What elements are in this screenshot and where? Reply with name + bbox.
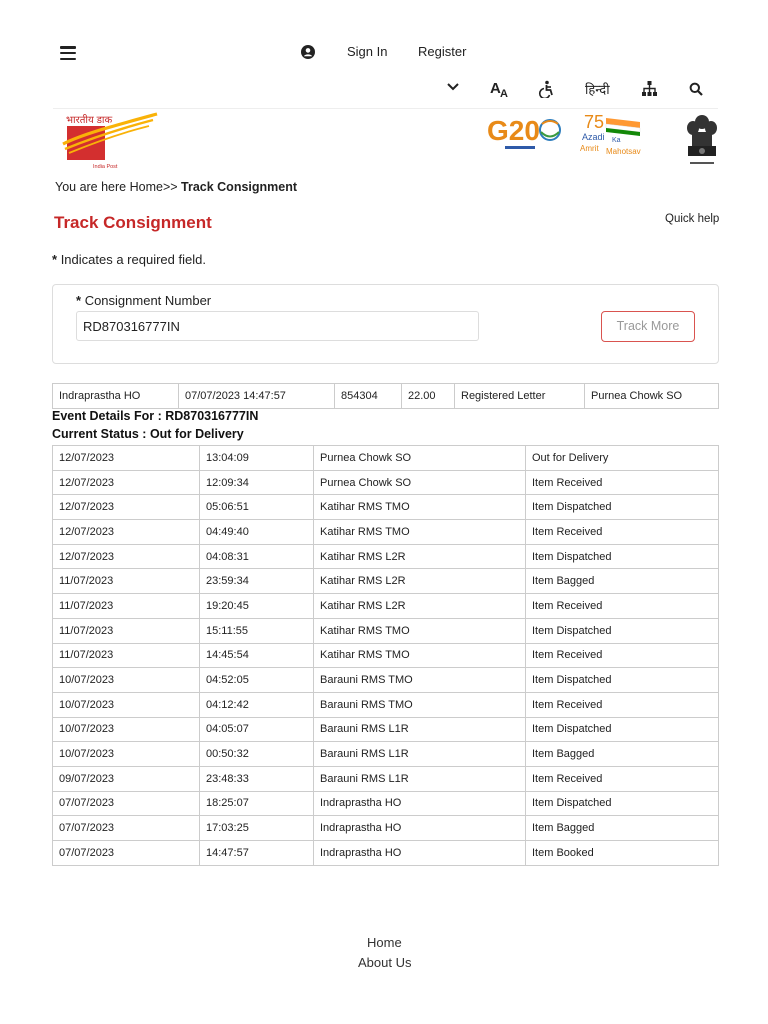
event-status-cell: Item Bagged <box>526 816 719 841</box>
event-office-cell: Barauni RMS TMO <box>314 668 526 693</box>
sitemap-icon[interactable] <box>642 81 657 96</box>
event-date-cell: 07/07/2023 <box>53 841 200 866</box>
event-status-cell: Item Received <box>526 692 719 717</box>
track-more-button[interactable]: Track More <box>601 311 695 342</box>
event-status-cell: Out for Delivery <box>526 446 719 471</box>
event-time-cell: 04:49:40 <box>200 520 314 545</box>
event-time-cell: 14:45:54 <box>200 643 314 668</box>
search-icon[interactable] <box>689 82 703 96</box>
event-time-cell: 05:06:51 <box>200 495 314 520</box>
event-status-cell: Item Booked <box>526 841 719 866</box>
event-date-cell: 10/07/2023 <box>53 668 200 693</box>
table-row <box>53 643 719 668</box>
breadcrumb <box>55 180 297 194</box>
footer-about-link[interactable]: About Us <box>358 955 412 970</box>
event-status-cell: Item Received <box>526 520 719 545</box>
event-time-cell: 04:05:07 <box>200 717 314 742</box>
event-status-cell: Item Received <box>526 766 719 791</box>
table-row <box>53 816 719 841</box>
event-time-cell: 19:20:45 <box>200 594 314 619</box>
table-row <box>53 791 719 816</box>
article-type-cell: Registered Letter <box>455 384 585 409</box>
azadi-ka-amrit-mahotsav-logo <box>580 110 660 156</box>
user-icon[interactable] <box>301 45 315 59</box>
table-row <box>53 495 719 520</box>
event-office-cell: Indraprastha HO <box>314 816 526 841</box>
quick-help-link[interactable]: Quick help <box>665 213 720 225</box>
event-date-cell: 12/07/2023 <box>53 495 200 520</box>
event-time-cell: 23:59:34 <box>200 569 314 594</box>
event-office-cell: Katihar RMS TMO <box>314 495 526 520</box>
table-row <box>53 742 719 767</box>
event-status-cell: Item Dispatched <box>526 791 719 816</box>
svg-text:India Post: India Post <box>93 164 118 170</box>
sign-in-link[interactable]: Sign In <box>347 44 388 59</box>
consignment-number-input[interactable] <box>76 311 479 341</box>
event-office-cell: Katihar RMS L2R <box>314 544 526 569</box>
event-date-cell: 07/07/2023 <box>53 791 200 816</box>
event-details-heading <box>52 409 258 423</box>
event-time-cell: 18:25:07 <box>200 791 314 816</box>
current-status <box>52 427 244 441</box>
event-office-cell: Katihar RMS L2R <box>314 569 526 594</box>
event-date-cell: 10/07/2023 <box>53 717 200 742</box>
booking-datetime-cell: 07/07/2023 14:47:57 <box>179 384 335 409</box>
event-details-prefix: Event Details For : <box>52 409 166 423</box>
table-row <box>53 520 719 545</box>
table-row <box>53 668 719 693</box>
header-divider <box>53 108 718 109</box>
breadcrumb-prefix[interactable]: You are here Home>> <box>55 180 182 194</box>
event-status-cell: Item Dispatched <box>526 495 719 520</box>
event-time-cell: 12:09:34 <box>200 470 314 495</box>
svg-text:75: 75 <box>584 112 605 132</box>
breadcrumb-current: Track Consignment <box>181 180 298 194</box>
tariff-cell: 22.00 <box>402 384 455 409</box>
event-date-cell: 12/07/2023 <box>53 470 200 495</box>
event-time-cell: 00:50:32 <box>200 742 314 767</box>
footer-home-link[interactable]: Home <box>367 935 402 950</box>
event-date-cell: 10/07/2023 <box>53 692 200 717</box>
required-field-note: * Indicates a required field. <box>52 252 206 267</box>
event-status-cell: Item Received <box>526 643 719 668</box>
event-office-cell: Katihar RMS TMO <box>314 520 526 545</box>
table-row <box>53 717 719 742</box>
event-date-cell: 10/07/2023 <box>53 742 200 767</box>
pin-code-cell: 854304 <box>335 384 402 409</box>
summary-row <box>53 384 719 409</box>
svg-text:A: A <box>490 80 501 97</box>
event-date-cell: 09/07/2023 <box>53 766 200 791</box>
table-row <box>53 841 719 866</box>
event-office-cell: Katihar RMS TMO <box>314 643 526 668</box>
event-status-cell: Item Received <box>526 470 719 495</box>
svg-text:A: A <box>500 88 508 98</box>
consignment-label-text: Consignment Number <box>84 293 212 308</box>
event-status-cell: Item Dispatched <box>526 618 719 643</box>
event-office-cell: Purnea Chowk SO <box>314 470 526 495</box>
event-time-cell: 04:08:31 <box>200 544 314 569</box>
booking-office-cell: Indraprastha HO <box>53 384 179 409</box>
table-row <box>53 594 719 619</box>
register-link[interactable]: Register <box>418 44 467 59</box>
event-status-cell: Item Dispatched <box>526 544 719 569</box>
table-row <box>53 544 719 569</box>
event-details-table <box>52 445 719 866</box>
event-office-cell: Indraprastha HO <box>314 791 526 816</box>
g20-logo <box>487 112 565 154</box>
event-time-cell: 04:12:42 <box>200 692 314 717</box>
event-time-cell: 15:11:55 <box>200 618 314 643</box>
event-time-cell: 23:48:33 <box>200 766 314 791</box>
event-time-cell: 04:52:05 <box>200 668 314 693</box>
hindi-language-link[interactable]: हिन्दी <box>585 82 610 97</box>
event-date-cell: 11/07/2023 <box>53 643 200 668</box>
event-status-cell: Item Dispatched <box>526 717 719 742</box>
table-row <box>53 766 719 791</box>
event-office-cell: Katihar RMS L2R <box>314 594 526 619</box>
accessibility-icon[interactable] <box>538 80 554 98</box>
svg-text:Ka: Ka <box>612 137 621 144</box>
svg-text:Mahotsav: Mahotsav <box>606 147 641 156</box>
event-office-cell: Purnea Chowk SO <box>314 446 526 471</box>
table-row <box>53 470 719 495</box>
menu-hamburger-icon[interactable] <box>60 46 76 60</box>
page-title: Track Consignment <box>54 213 212 232</box>
event-details-number: RD870316777IN <box>165 409 259 423</box>
svg-text:G20: G20 <box>487 115 540 146</box>
svg-text:Amrit: Amrit <box>580 144 599 153</box>
india-post-logo <box>53 112 161 170</box>
chevron-down-icon[interactable] <box>446 82 460 92</box>
event-time-cell: 14:47:57 <box>200 841 314 866</box>
event-date-cell: 12/07/2023 <box>53 446 200 471</box>
table-row <box>53 692 719 717</box>
current-status-value: Out for Delivery <box>149 427 244 441</box>
delivery-office-cell: Purnea Chowk SO <box>585 384 719 409</box>
event-office-cell: Indraprastha HO <box>314 841 526 866</box>
event-date-cell: 07/07/2023 <box>53 816 200 841</box>
consignment-number-label: * Consignment Number <box>76 293 212 308</box>
table-row <box>53 446 719 471</box>
event-status-cell: Item Received <box>526 594 719 619</box>
event-date-cell: 12/07/2023 <box>53 520 200 545</box>
font-size-icon[interactable] <box>490 80 510 98</box>
event-office-cell: Barauni RMS L1R <box>314 766 526 791</box>
current-status-prefix: Current Status : <box>52 427 150 441</box>
event-office-cell: Barauni RMS TMO <box>314 692 526 717</box>
event-time-cell: 13:04:09 <box>200 446 314 471</box>
event-date-cell: 11/07/2023 <box>53 618 200 643</box>
event-office-cell: Barauni RMS L1R <box>314 742 526 767</box>
event-time-cell: 17:03:25 <box>200 816 314 841</box>
svg-text:Azadi: Azadi <box>582 132 605 142</box>
event-office-cell: Barauni RMS L1R <box>314 717 526 742</box>
event-office-cell: Katihar RMS TMO <box>314 618 526 643</box>
event-date-cell: 12/07/2023 <box>53 544 200 569</box>
national-emblem-logo <box>684 112 720 170</box>
required-note-text: Indicates a required field. <box>60 252 206 267</box>
table-row <box>53 618 719 643</box>
event-status-cell: Item Dispatched <box>526 668 719 693</box>
event-date-cell: 11/07/2023 <box>53 569 200 594</box>
event-status-cell: Item Bagged <box>526 742 719 767</box>
event-status-cell: Item Bagged <box>526 569 719 594</box>
event-date-cell: 11/07/2023 <box>53 594 200 619</box>
consignment-summary-table <box>52 383 719 409</box>
svg-text:भारतीय डाक: भारतीय डाक <box>66 115 113 126</box>
table-row <box>53 569 719 594</box>
